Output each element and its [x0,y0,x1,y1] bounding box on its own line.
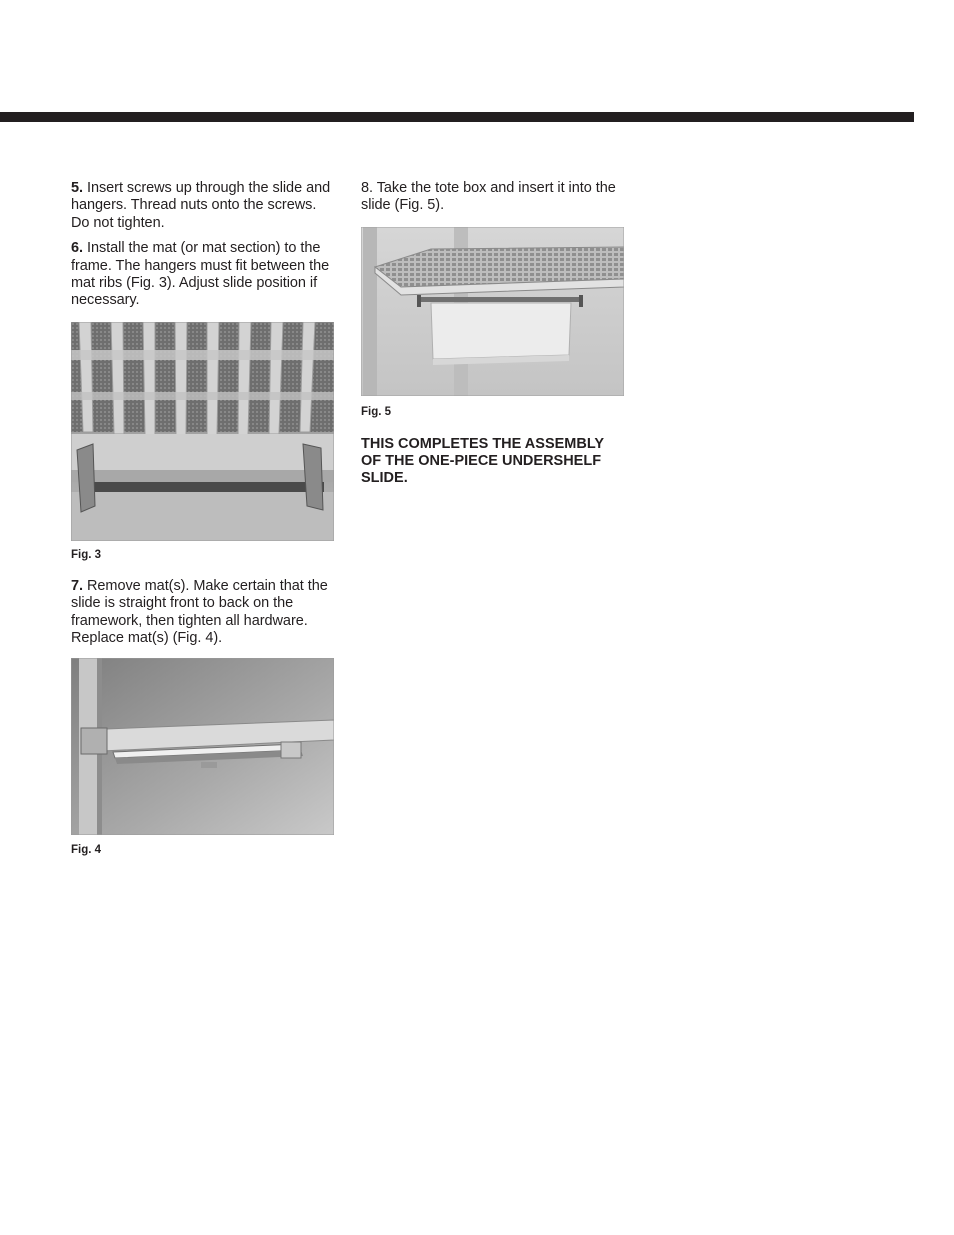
figure-3-caption: Fig. 3 [71,548,102,561]
figure-5-photo [361,227,624,396]
step-5-text: Insert screws up through the slide and hangers. Thread nuts onto the screws. Do not tighten. [71,180,331,231]
step-8 [361,180,625,215]
figure-4-caption: Fig. 4 [71,844,102,857]
step-8-text: 8. Take the tote box and insert it into the slide (Fig. 5). [361,180,616,214]
figure-4-photo [71,658,334,835]
closing-statement: THIS COMPLETES THE ASSEMBLY OF THE ONE-PIECE UNDERSHELF SLIDE. [361,435,604,487]
step-7 [71,578,335,648]
step-6-number: 6. [71,240,83,257]
step-5 [71,180,335,232]
step-7-text: Remove mat(s). Make certain that the slide is straight front to back on the framework, then tighten all hardware. Replace mat(s) (Fig. 4). [71,577,328,647]
left-column [71,180,335,856]
step-5-number: 5. [71,180,83,196]
step-6 [71,240,335,310]
header-rule [0,112,914,122]
figure-3-photo [71,322,334,541]
right-column [361,180,625,487]
step-6-text: Install the mat (or mat section) to the frame. The hangers must fit between the mat ribs (Fig. 3). Adjust slide position if necessary. [71,240,330,309]
step-7-number: 7. [71,577,83,594]
figure-5-caption: Fig. 5 [361,405,392,418]
